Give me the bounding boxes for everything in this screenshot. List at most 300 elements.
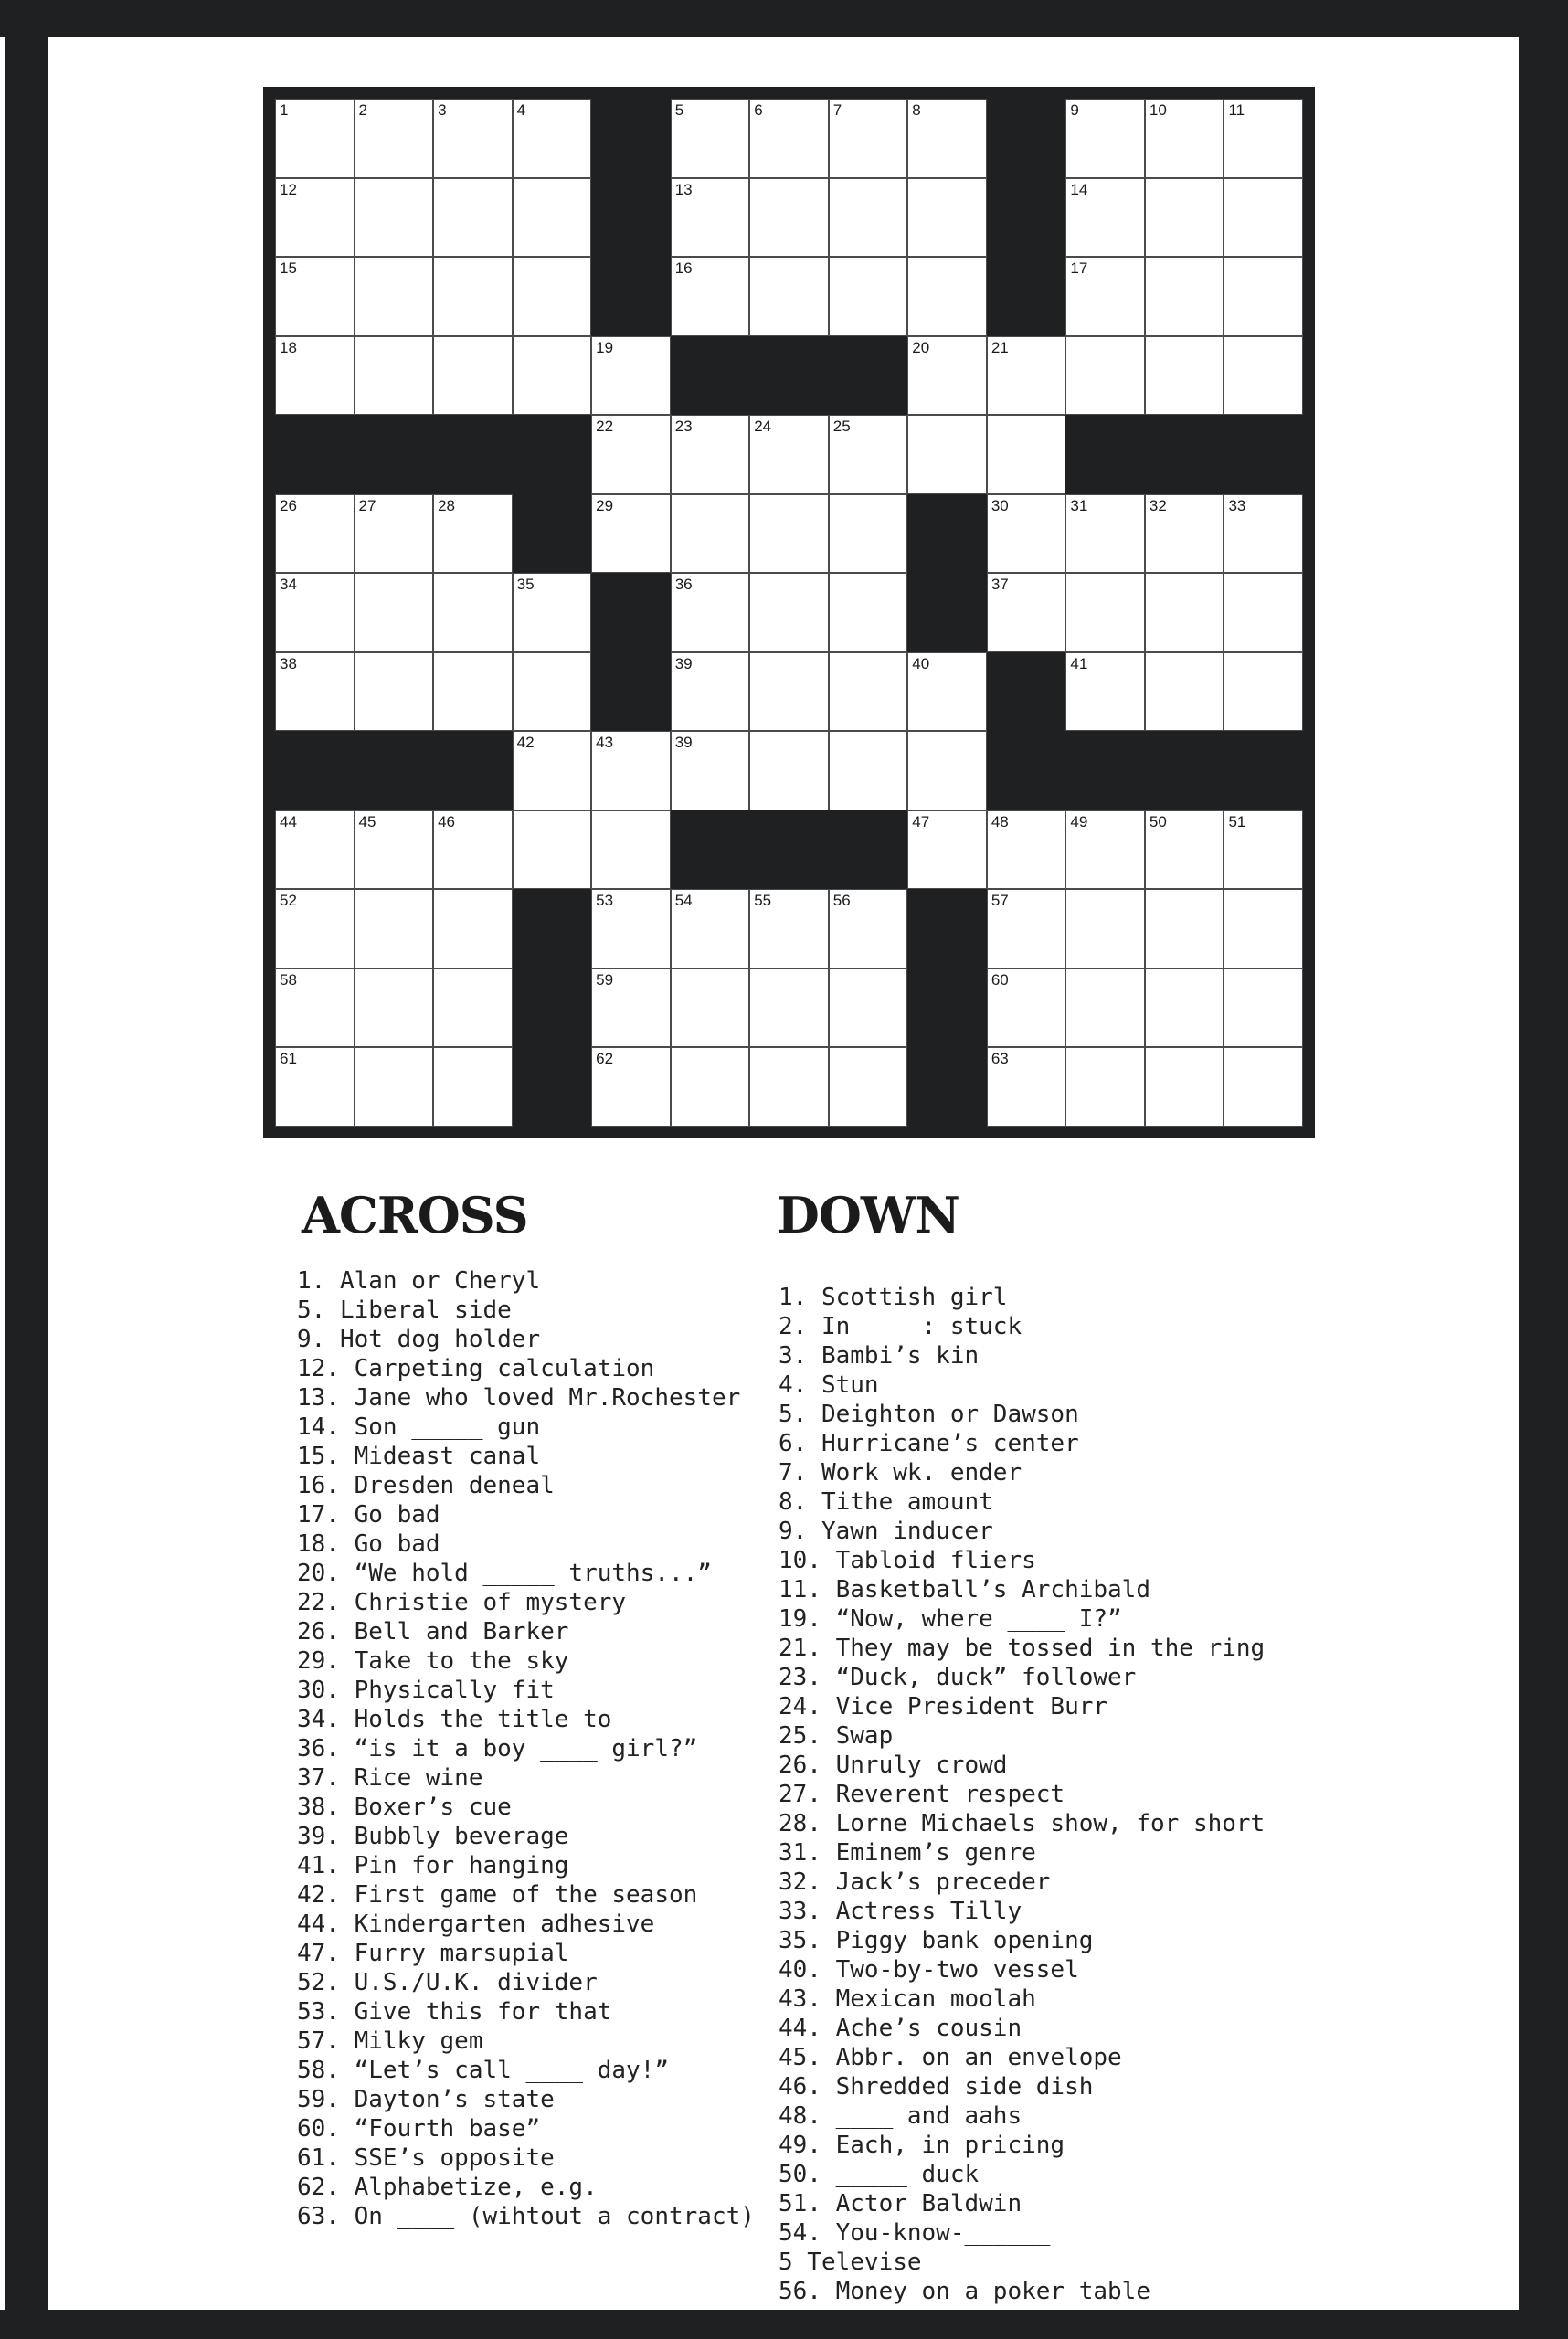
- cell-number: 27: [358, 496, 376, 514]
- grid-cell[interactable]: [1224, 494, 1303, 574]
- grid-cell[interactable]: [355, 889, 434, 968]
- grid-cell[interactable]: [987, 494, 1066, 574]
- grid-cell[interactable]: [1145, 968, 1224, 1048]
- grid-cell[interactable]: [1065, 968, 1145, 1048]
- cell-number: 41: [1070, 654, 1088, 672]
- across-clue: 30. Physically fit: [297, 1677, 555, 1704]
- across-clue: 57. Milky gem: [297, 2027, 483, 2055]
- grid-cell[interactable]: [355, 573, 434, 652]
- grid-cell[interactable]: [749, 652, 829, 732]
- down-clue: 27. Reverent respect: [779, 1781, 1065, 1808]
- cell-number: 9: [1070, 101, 1079, 119]
- black-cell: [987, 652, 1066, 732]
- down-clue: 50. _____ duck: [779, 2161, 980, 2188]
- grid-cell[interactable]: [1145, 652, 1224, 732]
- down-clue: 51. Actor Baldwin: [779, 2190, 1022, 2217]
- grid-cell[interactable]: [987, 415, 1066, 494]
- cell-number: 2: [358, 101, 367, 119]
- grid-cell[interactable]: [829, 652, 908, 732]
- crossword-grid-border: [263, 87, 1315, 1138]
- grid-cell[interactable]: [671, 257, 750, 336]
- black-cell: [1224, 731, 1303, 810]
- grid-cell[interactable]: [275, 810, 355, 890]
- black-cell: [355, 415, 434, 494]
- grid-cell[interactable]: [433, 257, 513, 336]
- grid-cell[interactable]: [671, 968, 750, 1048]
- grid-cell[interactable]: [591, 415, 671, 494]
- black-cell: [1065, 731, 1145, 810]
- grid-cell[interactable]: [433, 889, 513, 968]
- cell-number: 61: [280, 1050, 297, 1068]
- grid-cell[interactable]: [671, 494, 750, 574]
- grid-cell[interactable]: [829, 494, 908, 574]
- black-cell: [433, 731, 513, 810]
- grid-cell[interactable]: [829, 99, 908, 178]
- grid-cell[interactable]: [1224, 889, 1303, 968]
- black-cell: [433, 415, 513, 494]
- grid-cell[interactable]: [433, 178, 513, 258]
- black-cell: [513, 889, 592, 968]
- across-clue: 60. “Fourth base”: [297, 2115, 541, 2143]
- grid-cell[interactable]: [829, 257, 908, 336]
- grid-cell[interactable]: [591, 1047, 671, 1127]
- cell-number: 22: [596, 418, 614, 436]
- across-clue: 1. Alan or Cheryl: [297, 1267, 541, 1295]
- cell-number: 24: [754, 418, 772, 436]
- grid-cell[interactable]: [749, 573, 829, 652]
- grid-cell[interactable]: [749, 731, 829, 810]
- cell-number: 4: [516, 101, 526, 119]
- grid-cell[interactable]: [355, 336, 434, 416]
- grid-cell[interactable]: [987, 1047, 1066, 1127]
- grid-cell[interactable]: [829, 415, 908, 494]
- cell-number: 10: [1149, 101, 1167, 119]
- down-clue: 3. Bambi’s kin: [779, 1342, 980, 1370]
- black-cell: [829, 810, 908, 890]
- grid-cell[interactable]: [829, 968, 908, 1048]
- cell-number: 39: [674, 734, 693, 752]
- black-cell: [1065, 415, 1145, 494]
- cell-number: 35: [516, 576, 535, 594]
- grid-cell[interactable]: [671, 889, 750, 968]
- down-clue: 48. ____ and aahs: [779, 2102, 1022, 2130]
- down-clue: 1. Scottish girl: [779, 1284, 1008, 1311]
- across-clue: 12. Carpeting calculation: [297, 1355, 655, 1382]
- cell-number: 42: [516, 734, 535, 752]
- black-cell: [513, 968, 592, 1048]
- across-clue: 53. Give this for that: [297, 1998, 612, 2026]
- cell-number: 6: [754, 101, 763, 119]
- grid-cell[interactable]: [1065, 178, 1145, 258]
- black-cell: [987, 99, 1066, 178]
- cell-number: 49: [1070, 812, 1088, 831]
- grid-cell[interactable]: [513, 573, 592, 652]
- grid-cell[interactable]: [829, 731, 908, 810]
- grid-cell[interactable]: [1145, 573, 1224, 652]
- down-clue: 56. Money on a poker table: [779, 2278, 1150, 2305]
- grid-cell[interactable]: [355, 494, 434, 574]
- cell-number: 21: [991, 338, 1009, 356]
- grid-cell[interactable]: [671, 573, 750, 652]
- page-frame-bottom: [0, 2310, 1568, 2339]
- grid-cell[interactable]: [275, 968, 355, 1048]
- grid-cell[interactable]: [433, 336, 513, 416]
- grid-cell[interactable]: [829, 573, 908, 652]
- cell-number: 46: [438, 812, 455, 831]
- grid-cell[interactable]: [1224, 99, 1303, 178]
- down-clue: 8. Tithe amount: [779, 1488, 993, 1516]
- cell-number: 32: [1149, 496, 1167, 514]
- black-cell: [907, 889, 987, 968]
- across-clue: 62. Alphabetize, e.g.: [297, 2174, 598, 2201]
- grid-cell[interactable]: [1065, 99, 1145, 178]
- grid-cell[interactable]: [1065, 652, 1145, 732]
- grid-cell[interactable]: [591, 889, 671, 968]
- black-cell: [275, 731, 355, 810]
- black-cell: [513, 494, 592, 574]
- black-cell: [987, 178, 1066, 258]
- cell-number: 52: [280, 892, 297, 910]
- grid-cell[interactable]: [355, 1047, 434, 1127]
- grid-cell[interactable]: [1224, 652, 1303, 732]
- black-cell: [1224, 415, 1303, 494]
- cell-number: 36: [674, 576, 693, 594]
- cell-number: 34: [280, 576, 297, 594]
- across-clue: 9. Hot dog holder: [297, 1326, 541, 1353]
- cell-number: 39: [674, 654, 693, 672]
- black-cell: [907, 494, 987, 574]
- cell-number: 23: [674, 418, 693, 436]
- grid-cell[interactable]: [433, 652, 513, 732]
- crossword-grid: [275, 99, 1303, 1127]
- grid-cell[interactable]: [907, 731, 987, 810]
- grid-cell[interactable]: [275, 573, 355, 652]
- grid-cell[interactable]: [1145, 99, 1224, 178]
- cell-number: 25: [832, 418, 851, 436]
- down-clue: 43. Mexican moolah: [779, 1985, 1036, 2013]
- page-frame-left: [5, 0, 48, 2339]
- grid-cell[interactable]: [513, 652, 592, 732]
- grid-cell[interactable]: [275, 1047, 355, 1127]
- across-clue: 17. Go bad: [297, 1501, 440, 1529]
- page-frame-top: [0, 0, 1568, 37]
- down-clue: 33. Actress Tilly: [779, 1898, 1022, 1925]
- cell-number: 3: [438, 101, 447, 119]
- grid-cell[interactable]: [671, 731, 750, 810]
- down-clue: 11. Basketball’s Archibald: [779, 1576, 1150, 1603]
- grid-cell[interactable]: [749, 415, 829, 494]
- down-clue: 32. Jack’s preceder: [779, 1868, 1051, 1896]
- grid-cell[interactable]: [1145, 1047, 1224, 1127]
- grid-cell[interactable]: [749, 494, 829, 574]
- across-clue: 20. “We hold _____ truths...”: [297, 1560, 712, 1587]
- across-clue: 38. Boxer’s cue: [297, 1794, 512, 1821]
- down-clue: 49. Each, in pricing: [779, 2132, 1065, 2159]
- grid-cell[interactable]: [1224, 257, 1303, 336]
- black-cell: [987, 257, 1066, 336]
- black-cell: [907, 573, 987, 652]
- grid-cell[interactable]: [591, 494, 671, 574]
- grid-cell[interactable]: [749, 1047, 829, 1127]
- grid-cell[interactable]: [1065, 257, 1145, 336]
- grid-cell[interactable]: [1145, 336, 1224, 416]
- across-clue: 39. Bubbly beverage: [297, 1823, 569, 1850]
- black-cell: [591, 652, 671, 732]
- cell-number: 12: [280, 180, 297, 198]
- cell-number: 59: [596, 970, 614, 989]
- cell-number: 15: [280, 259, 297, 278]
- down-clue: 28. Lorne Michaels show, for short: [779, 1810, 1266, 1837]
- grid-cell[interactable]: [907, 99, 987, 178]
- down-clue: 54. You-know-______: [779, 2219, 1051, 2247]
- grid-cell[interactable]: [1224, 178, 1303, 258]
- down-clue: 26. Unruly crowd: [779, 1752, 1008, 1779]
- cell-number: 48: [991, 812, 1009, 831]
- cell-number: 37: [991, 576, 1009, 594]
- grid-cell[interactable]: [275, 889, 355, 968]
- down-clue: 35. Piggy bank opening: [779, 1927, 1094, 1954]
- cell-number: 55: [754, 892, 772, 910]
- cell-number: 50: [1149, 812, 1167, 831]
- black-cell: [513, 415, 592, 494]
- cell-number: 44: [280, 812, 297, 831]
- cell-number: 40: [912, 654, 930, 672]
- grid-cell[interactable]: [433, 99, 513, 178]
- grid-cell[interactable]: [1145, 494, 1224, 574]
- cell-number: 26: [280, 496, 297, 514]
- grid-cell[interactable]: [513, 99, 592, 178]
- across-clue: 63. On ____ (wihtout a contract): [297, 2203, 755, 2230]
- grid-cell[interactable]: [1224, 336, 1303, 416]
- across-clue: 44. Kindergarten adhesive: [297, 1910, 655, 1938]
- across-clue: 26. Bell and Barker: [297, 1618, 569, 1646]
- grid-cell[interactable]: [907, 178, 987, 258]
- black-cell: [355, 731, 434, 810]
- down-clue: 10. Tabloid fliers: [779, 1547, 1036, 1574]
- grid-cell[interactable]: [1145, 257, 1224, 336]
- down-clue: 46. Shredded side dish: [779, 2073, 1094, 2101]
- cell-number: 63: [991, 1050, 1009, 1068]
- grid-cell[interactable]: [275, 494, 355, 574]
- down-clue: 4. Stun: [779, 1371, 879, 1399]
- grid-cell[interactable]: [1065, 810, 1145, 890]
- down-clue: 2. In ____: stuck: [779, 1313, 1022, 1340]
- grid-cell[interactable]: [355, 810, 434, 890]
- black-cell: [671, 336, 750, 416]
- across-clue: 29. Take to the sky: [297, 1647, 569, 1675]
- across-clue: 42. First game of the season: [297, 1881, 698, 1909]
- cell-number: 30: [991, 496, 1009, 514]
- down-clue: 5. Deighton or Dawson: [779, 1401, 1079, 1428]
- grid-cell[interactable]: [1145, 810, 1224, 890]
- across-clue: 18. Go bad: [297, 1530, 440, 1558]
- black-cell: [987, 731, 1066, 810]
- black-cell: [749, 336, 829, 416]
- grid-cell[interactable]: [513, 178, 592, 258]
- across-clue: 36. “is it a boy ____ girl?”: [297, 1735, 698, 1762]
- grid-cell[interactable]: [987, 889, 1066, 968]
- black-cell: [1145, 731, 1224, 810]
- cell-number: 43: [596, 734, 614, 752]
- black-cell: [749, 810, 829, 890]
- grid-cell[interactable]: [671, 99, 750, 178]
- grid-cell[interactable]: [907, 257, 987, 336]
- across-heading: ACROSS: [302, 1186, 528, 1244]
- grid-cell[interactable]: [907, 652, 987, 732]
- cell-number: 31: [1070, 496, 1088, 514]
- cell-number: 8: [912, 101, 921, 119]
- black-cell: [591, 257, 671, 336]
- grid-cell[interactable]: [355, 257, 434, 336]
- grid-cell[interactable]: [513, 257, 592, 336]
- down-clue: 5 Televise: [779, 2249, 922, 2276]
- cell-number: 51: [1228, 812, 1246, 831]
- grid-cell[interactable]: [275, 336, 355, 416]
- grid-cell[interactable]: [671, 652, 750, 732]
- grid-cell[interactable]: [275, 178, 355, 258]
- grid-cell[interactable]: [749, 889, 829, 968]
- down-clue: 44. Ache’s cousin: [779, 2015, 1022, 2042]
- grid-cell[interactable]: [275, 99, 355, 178]
- grid-cell[interactable]: [433, 573, 513, 652]
- grid-cell[interactable]: [987, 968, 1066, 1048]
- grid-cell[interactable]: [355, 99, 434, 178]
- across-clue: 58. “Let’s call ____ day!”: [297, 2057, 669, 2084]
- across-clue: 34. Holds the title to: [297, 1706, 612, 1733]
- across-clue: 52. U.S./U.K. divider: [297, 1969, 598, 1996]
- grid-cell[interactable]: [433, 1047, 513, 1127]
- grid-cell[interactable]: [1065, 336, 1145, 416]
- down-clue: 21. They may be tossed in the ring: [779, 1635, 1266, 1662]
- grid-cell[interactable]: [829, 1047, 908, 1127]
- across-clue: 59. Dayton’s state: [297, 2086, 555, 2113]
- grid-cell[interactable]: [1065, 573, 1145, 652]
- grid-cell[interactable]: [749, 178, 829, 258]
- black-cell: [671, 810, 750, 890]
- down-clue: 31. Eminem’s genre: [779, 1839, 1036, 1867]
- down-clue: 7. Work wk. ender: [779, 1459, 1022, 1487]
- down-clue: 40. Two-by-two vessel: [779, 1956, 1079, 1984]
- black-cell: [275, 415, 355, 494]
- cell-number: 38: [280, 654, 297, 672]
- cell-number: 53: [596, 892, 614, 910]
- across-clue: 5. Liberal side: [297, 1297, 512, 1324]
- grid-cell[interactable]: [1065, 889, 1145, 968]
- grid-cell[interactable]: [829, 889, 908, 968]
- grid-cell[interactable]: [671, 415, 750, 494]
- grid-cell[interactable]: [1145, 178, 1224, 258]
- cell-number: 5: [674, 101, 684, 119]
- black-cell: [1145, 415, 1224, 494]
- down-clue: 19. “Now, where ____ I?”: [779, 1605, 1122, 1633]
- across-clue: 13. Jane who loved Mr.Rochester: [297, 1384, 741, 1412]
- down-clue: 24. Vice President Burr: [779, 1693, 1108, 1720]
- grid-cell[interactable]: [1065, 494, 1145, 574]
- cell-number: 18: [280, 338, 297, 356]
- cell-number: 29: [596, 496, 614, 514]
- black-cell: [829, 336, 908, 416]
- grid-cell[interactable]: [987, 336, 1066, 416]
- grid-cell[interactable]: [275, 652, 355, 732]
- grid-cell[interactable]: [591, 810, 671, 890]
- grid-cell[interactable]: [987, 573, 1066, 652]
- page-frame-right: [1519, 0, 1568, 2339]
- grid-cell[interactable]: [1145, 889, 1224, 968]
- grid-cell[interactable]: [987, 810, 1066, 890]
- grid-cell[interactable]: [355, 178, 434, 258]
- cell-number: 19: [596, 338, 614, 356]
- grid-cell[interactable]: [749, 968, 829, 1048]
- grid-cell[interactable]: [591, 968, 671, 1048]
- across-clue: 37. Rice wine: [297, 1764, 483, 1792]
- grid-cell[interactable]: [1224, 968, 1303, 1048]
- grid-cell[interactable]: [1224, 1047, 1303, 1127]
- grid-cell[interactable]: [907, 810, 987, 890]
- down-heading: DOWN: [777, 1186, 959, 1244]
- grid-cell[interactable]: [1224, 573, 1303, 652]
- grid-cell[interactable]: [433, 968, 513, 1048]
- across-clue: 41. Pin for hanging: [297, 1852, 569, 1879]
- grid-cell[interactable]: [591, 731, 671, 810]
- cell-number: 7: [832, 101, 842, 119]
- black-cell: [907, 968, 987, 1048]
- grid-cell[interactable]: [907, 336, 987, 416]
- cell-number: 54: [674, 892, 693, 910]
- grid-cell[interactable]: [355, 968, 434, 1048]
- cell-number: 47: [912, 812, 930, 831]
- grid-cell[interactable]: [355, 652, 434, 732]
- cell-number: 33: [1228, 496, 1246, 514]
- cell-number: 58: [280, 970, 297, 989]
- cell-number: 16: [674, 259, 693, 278]
- cell-number: 45: [358, 812, 376, 831]
- cell-number: 13: [674, 180, 693, 198]
- cell-number: 56: [832, 892, 851, 910]
- grid-cell[interactable]: [513, 810, 592, 890]
- cell-number: 14: [1070, 180, 1088, 198]
- across-clue: 22. Christie of mystery: [297, 1589, 627, 1616]
- grid-cell[interactable]: [1224, 810, 1303, 890]
- black-cell: [907, 1047, 987, 1127]
- down-clue: 25. Swap: [779, 1722, 894, 1750]
- grid-cell[interactable]: [749, 99, 829, 178]
- down-clue-list: [779, 1283, 1265, 2306]
- cell-number: 17: [1070, 259, 1088, 278]
- grid-cell[interactable]: [907, 415, 987, 494]
- grid-cell[interactable]: [1065, 1047, 1145, 1127]
- across-clue: 47. Furry marsupial: [297, 1940, 569, 1967]
- grid-cell[interactable]: [671, 1047, 750, 1127]
- cell-number: 11: [1228, 101, 1245, 119]
- black-cell: [591, 99, 671, 178]
- grid-cell[interactable]: [749, 257, 829, 336]
- grid-cell[interactable]: [433, 494, 513, 574]
- grid-cell[interactable]: [433, 810, 513, 890]
- grid-cell[interactable]: [275, 257, 355, 336]
- grid-cell[interactable]: [591, 336, 671, 416]
- black-cell: [513, 1047, 592, 1127]
- grid-cell[interactable]: [513, 336, 592, 416]
- grid-cell[interactable]: [829, 178, 908, 258]
- cell-number: 1: [280, 101, 289, 119]
- down-clue: 9. Yawn inducer: [779, 1518, 993, 1545]
- cell-number: 62: [596, 1050, 614, 1068]
- across-clue: 15. Mideast canal: [297, 1443, 541, 1470]
- across-clue: 14. Son _____ gun: [297, 1413, 541, 1441]
- grid-cell[interactable]: [513, 731, 592, 810]
- black-cell: [591, 573, 671, 652]
- grid-cell[interactable]: [671, 178, 750, 258]
